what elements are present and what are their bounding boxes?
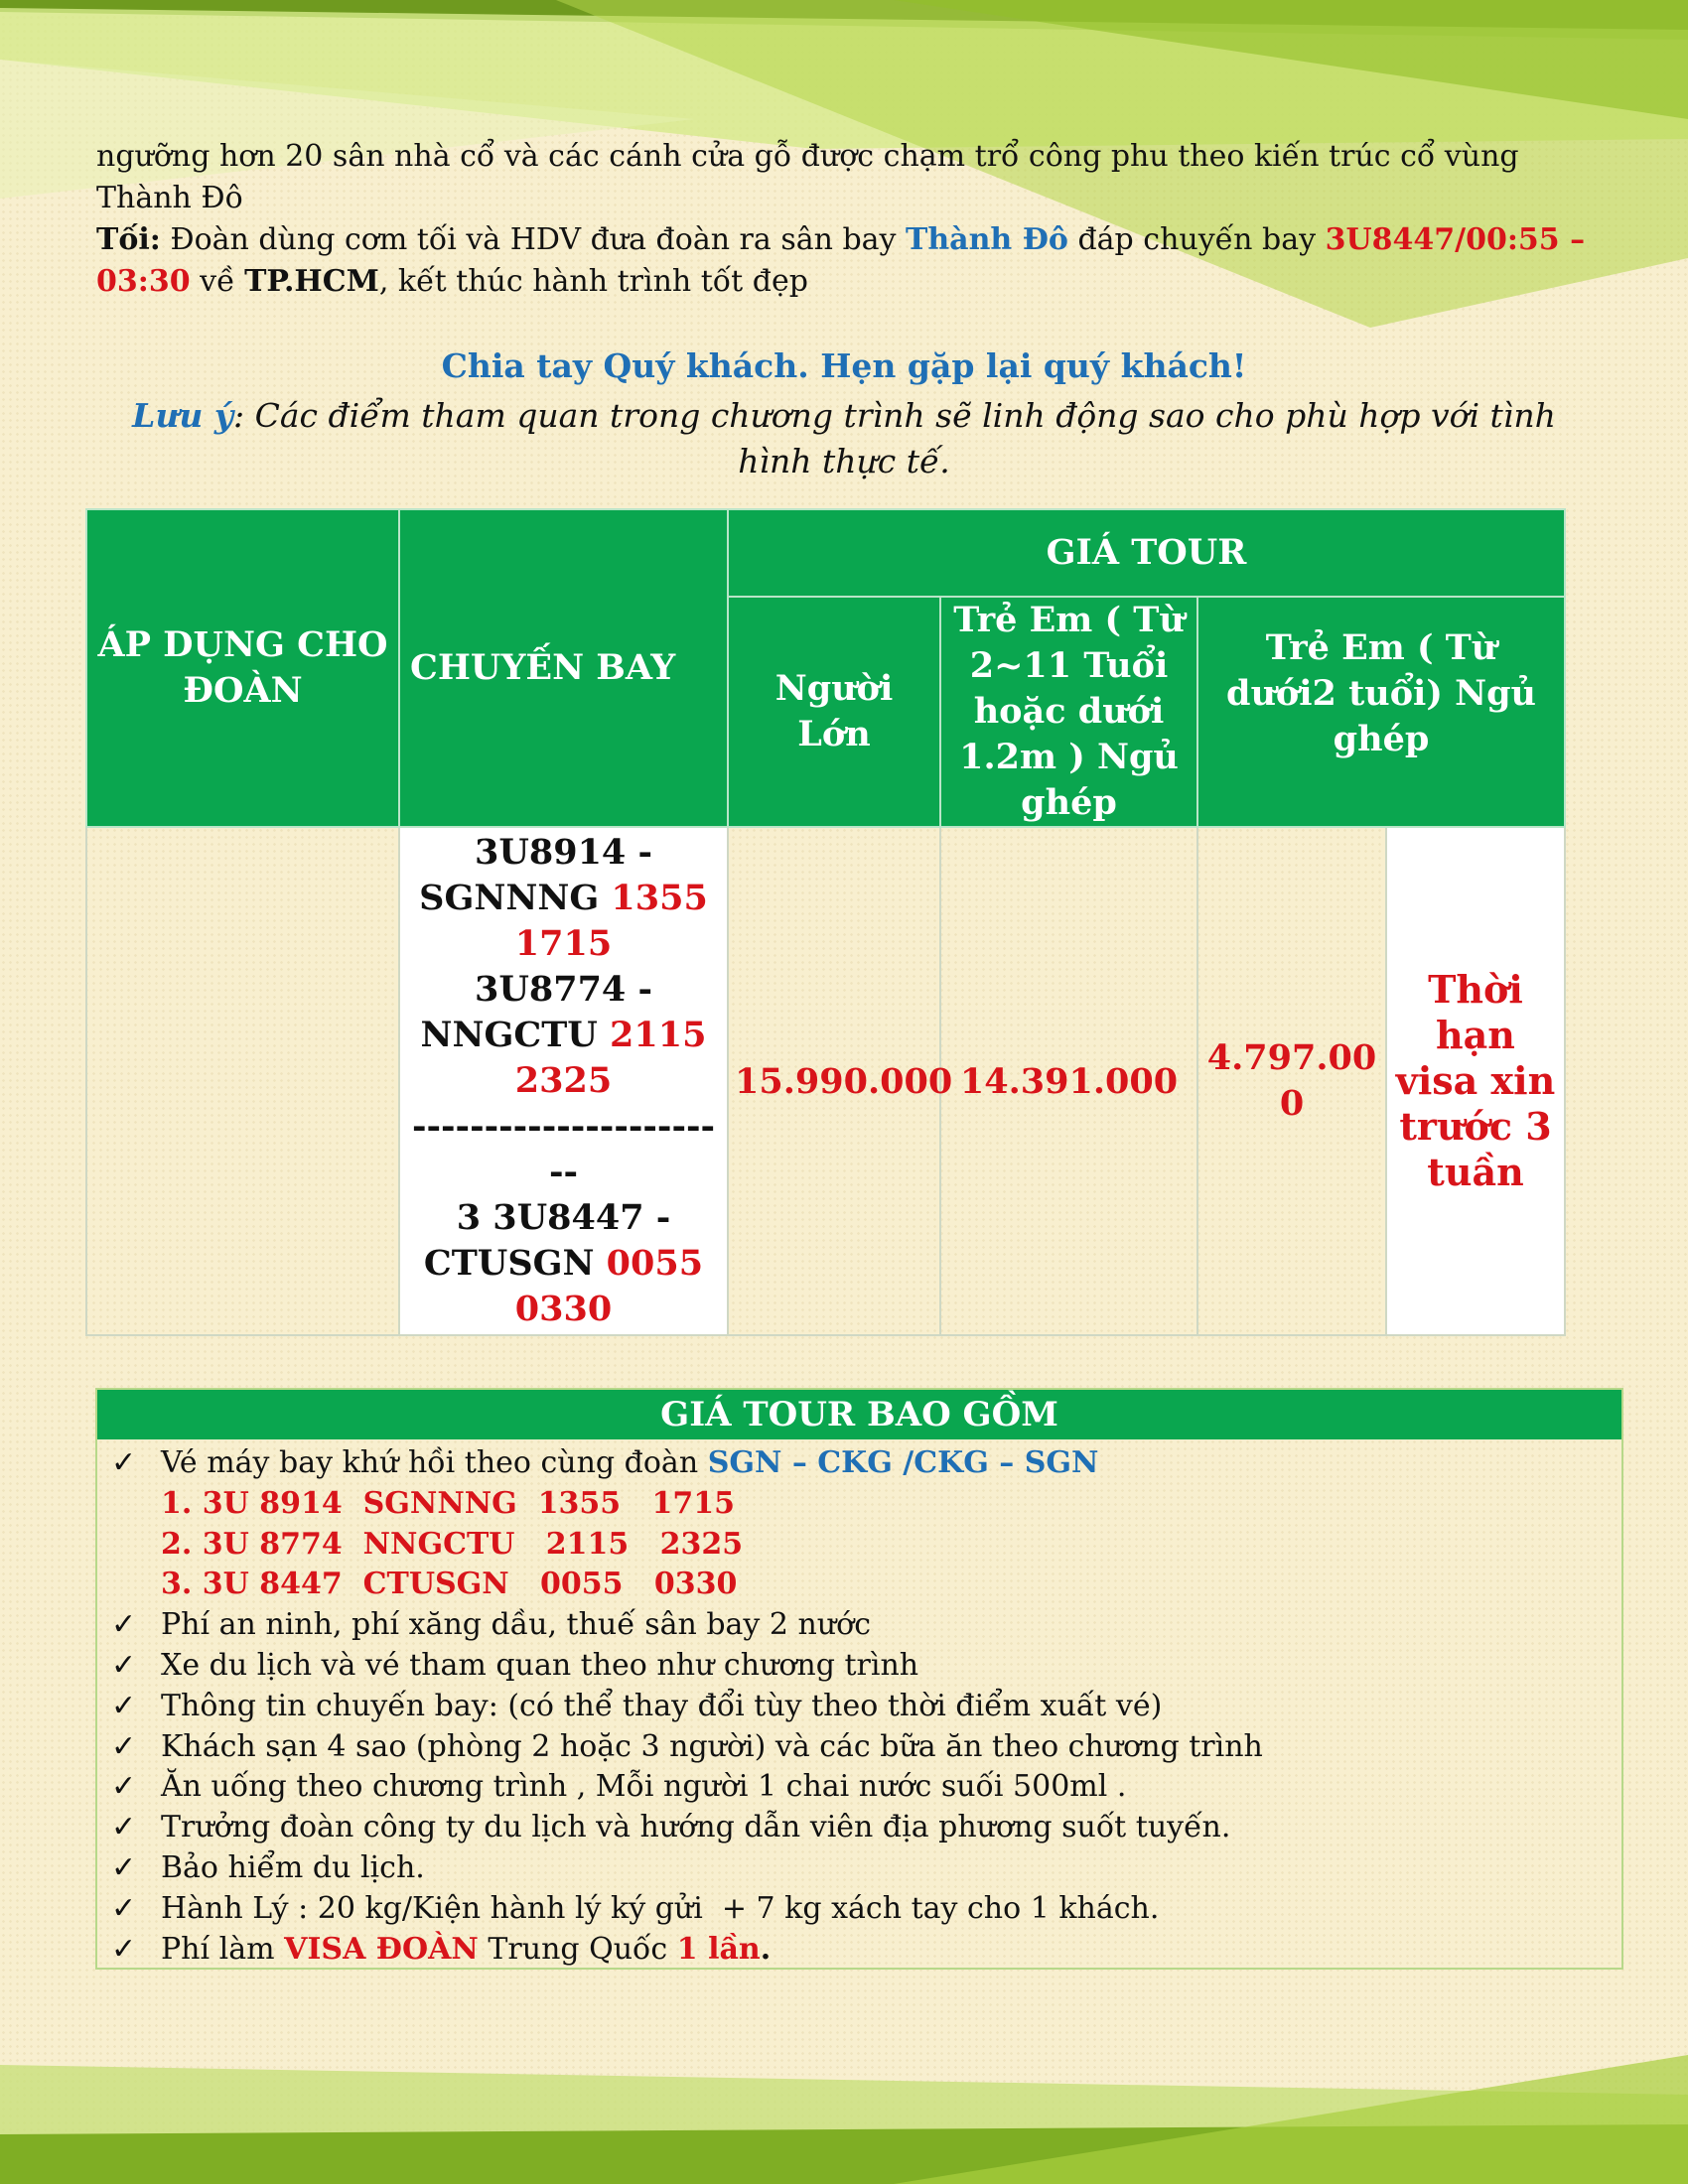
footer-decoration [0, 2025, 1688, 2184]
flight-list-item [97, 1565, 1621, 1605]
return-flight: 3U8447/00:55 – 03:30 [96, 222, 1586, 299]
price-adult: 15.990.000 [728, 827, 940, 1335]
list-item [97, 1687, 1621, 1727]
check-icon: ✓ [111, 1647, 137, 1683]
evening-text: Đoàn dùng cơm tối và HDV đưa đoàn ra sân bay [160, 222, 907, 257]
intro-paragraph [96, 136, 1586, 303]
evening-label: Tối: [96, 222, 161, 257]
check-icon: ✓ [111, 1890, 137, 1926]
flights-cell [399, 827, 728, 1335]
check-icon: ✓ [111, 1810, 137, 1845]
list-item [97, 1605, 1621, 1646]
flight-line: 1. 3U 8914 SGNNNG 1355 1715 [161, 1485, 736, 1521]
check-icon: ✓ [111, 1849, 137, 1885]
includes-box [95, 1388, 1623, 1970]
evening-text-4: , kết thúc hành trình tốt đẹp [378, 264, 808, 299]
flight-code: 3U8774 - NNGCTU [420, 969, 652, 1055]
flight-code: 3 3U8447 - CTUSGN [423, 1197, 671, 1284]
flight-time: 0055 0330 [514, 1243, 704, 1329]
item-text: Ăn uống theo chương trình , Mỗi người 1 chai nước suối 500ml . [161, 1769, 1127, 1805]
item-text: Thông tin chuyến bay: (có thể thay đổi tùy theo thời điểm xuất vé) [161, 1688, 1163, 1723]
check-icon: ✓ [111, 1688, 137, 1723]
col-infant-header: Trẻ Em ( Từ dưới2 tuổi) Ngủ ghép [1197, 597, 1565, 827]
flight-line: 3. 3U 8447 CTUSGN 0055 0330 [161, 1567, 738, 1602]
note-label: Lưu ý [132, 396, 234, 435]
check-icon: ✓ [111, 1728, 137, 1764]
check-icon: ✓ [111, 1769, 137, 1805]
list-item [97, 1848, 1621, 1889]
includes-list [97, 1439, 1621, 1970]
group-cell [86, 827, 399, 1335]
evening-text-2: đáp chuyến bay [1067, 222, 1326, 257]
list-item [97, 1727, 1621, 1768]
item-text: Trưởng đoàn công ty du lịch và hướng dẫn viên địa phương suốt tuyến. [161, 1810, 1231, 1845]
list-item [97, 1767, 1621, 1808]
flight-list-item [97, 1484, 1621, 1525]
price-infant: 4.797.000 [1197, 827, 1386, 1335]
item-text: Hành Lý : 20 kg/Kiện hành lý ký gửi + 7 kg xách tay cho 1 khách. [161, 1890, 1160, 1926]
note-paragraph [109, 393, 1579, 484]
price-table [85, 508, 1566, 1336]
check-icon: ✓ [111, 1931, 137, 1967]
flight-list-item [97, 1525, 1621, 1566]
visa-count: 1 lần [676, 1931, 761, 1967]
flight-row [406, 967, 721, 1104]
flight-separator: ----------------------- [411, 1106, 716, 1192]
col-child-header: Trẻ Em ( Từ 2~11 Tuổi hoặc dưới 1.2m ) Ngủ ghép [940, 597, 1197, 827]
col-adult-header: Người Lớn [728, 597, 940, 827]
list-item [97, 1808, 1621, 1848]
visa-label: VISA ĐOÀN [284, 1931, 479, 1967]
city-name: Thành Đô [906, 222, 1068, 257]
flight-row [406, 830, 721, 967]
destination: TP.HCM [244, 264, 379, 299]
includes-title: GIÁ TOUR BAO GỒM [97, 1390, 1621, 1439]
note-text: : Các điểm tham quan trong chương trình sẽ linh động sao cho phù hợp với tình hình thực tế. [233, 396, 1556, 480]
ticket-text: Vé máy bay khứ hồi theo cùng đoàn [161, 1445, 708, 1480]
flight-row [406, 1195, 721, 1332]
gia-tour-header: GIÁ TOUR [728, 509, 1565, 597]
intro-line: ngưỡng hơn 20 sân nhà cổ và các cánh cửa gỗ được chạm trổ công phu theo kiến trúc cổ vùng Thành Đô [96, 139, 1519, 215]
list-item [97, 1889, 1621, 1930]
flight-time: 2115 2325 [514, 1015, 707, 1101]
item-text: Phí an ninh, phí xăng dầu, thuế sân bay 2 nước [161, 1607, 872, 1643]
ticket-route: SGN – CKG /CKG – SGN [707, 1445, 1099, 1480]
flight-code: 3U8914 - SGNNNG [419, 832, 652, 918]
col-group-header: ÁP DỤNG CHO ĐOÀN [86, 509, 399, 827]
price-child: 14.391.000 [940, 827, 1197, 1335]
item-text: Khách sạn 4 sao (phòng 2 hoặc 3 người) và các bữa ăn theo chương trình [161, 1728, 1263, 1764]
visa-note: Thời hạn visa xin trước 3 tuần [1386, 827, 1565, 1335]
check-icon: ✓ [111, 1607, 137, 1643]
check-icon: ✓ [111, 1445, 137, 1480]
list-item [97, 1930, 1621, 1971]
evening-text-3: về [190, 264, 245, 299]
farewell-heading: Chia tay Quý khách. Hẹn gặp lại quý khách! [441, 346, 1247, 385]
visa-text-2: Trung Quốc [478, 1931, 677, 1967]
col-flight-header: CHUYẾN BAY [399, 509, 728, 827]
flight-line: 2. 3U 8774 NNGCTU 2115 2325 [161, 1526, 744, 1562]
visa-period: . [760, 1931, 772, 1967]
list-item [97, 1443, 1621, 1484]
visa-text: Phí làm [161, 1931, 285, 1967]
flight-time: 1355 1715 [514, 878, 708, 964]
list-item [97, 1646, 1621, 1687]
item-text: Xe du lịch và vé tham quan theo như chương trình [161, 1647, 919, 1683]
item-text: Bảo hiểm du lịch. [161, 1849, 425, 1885]
